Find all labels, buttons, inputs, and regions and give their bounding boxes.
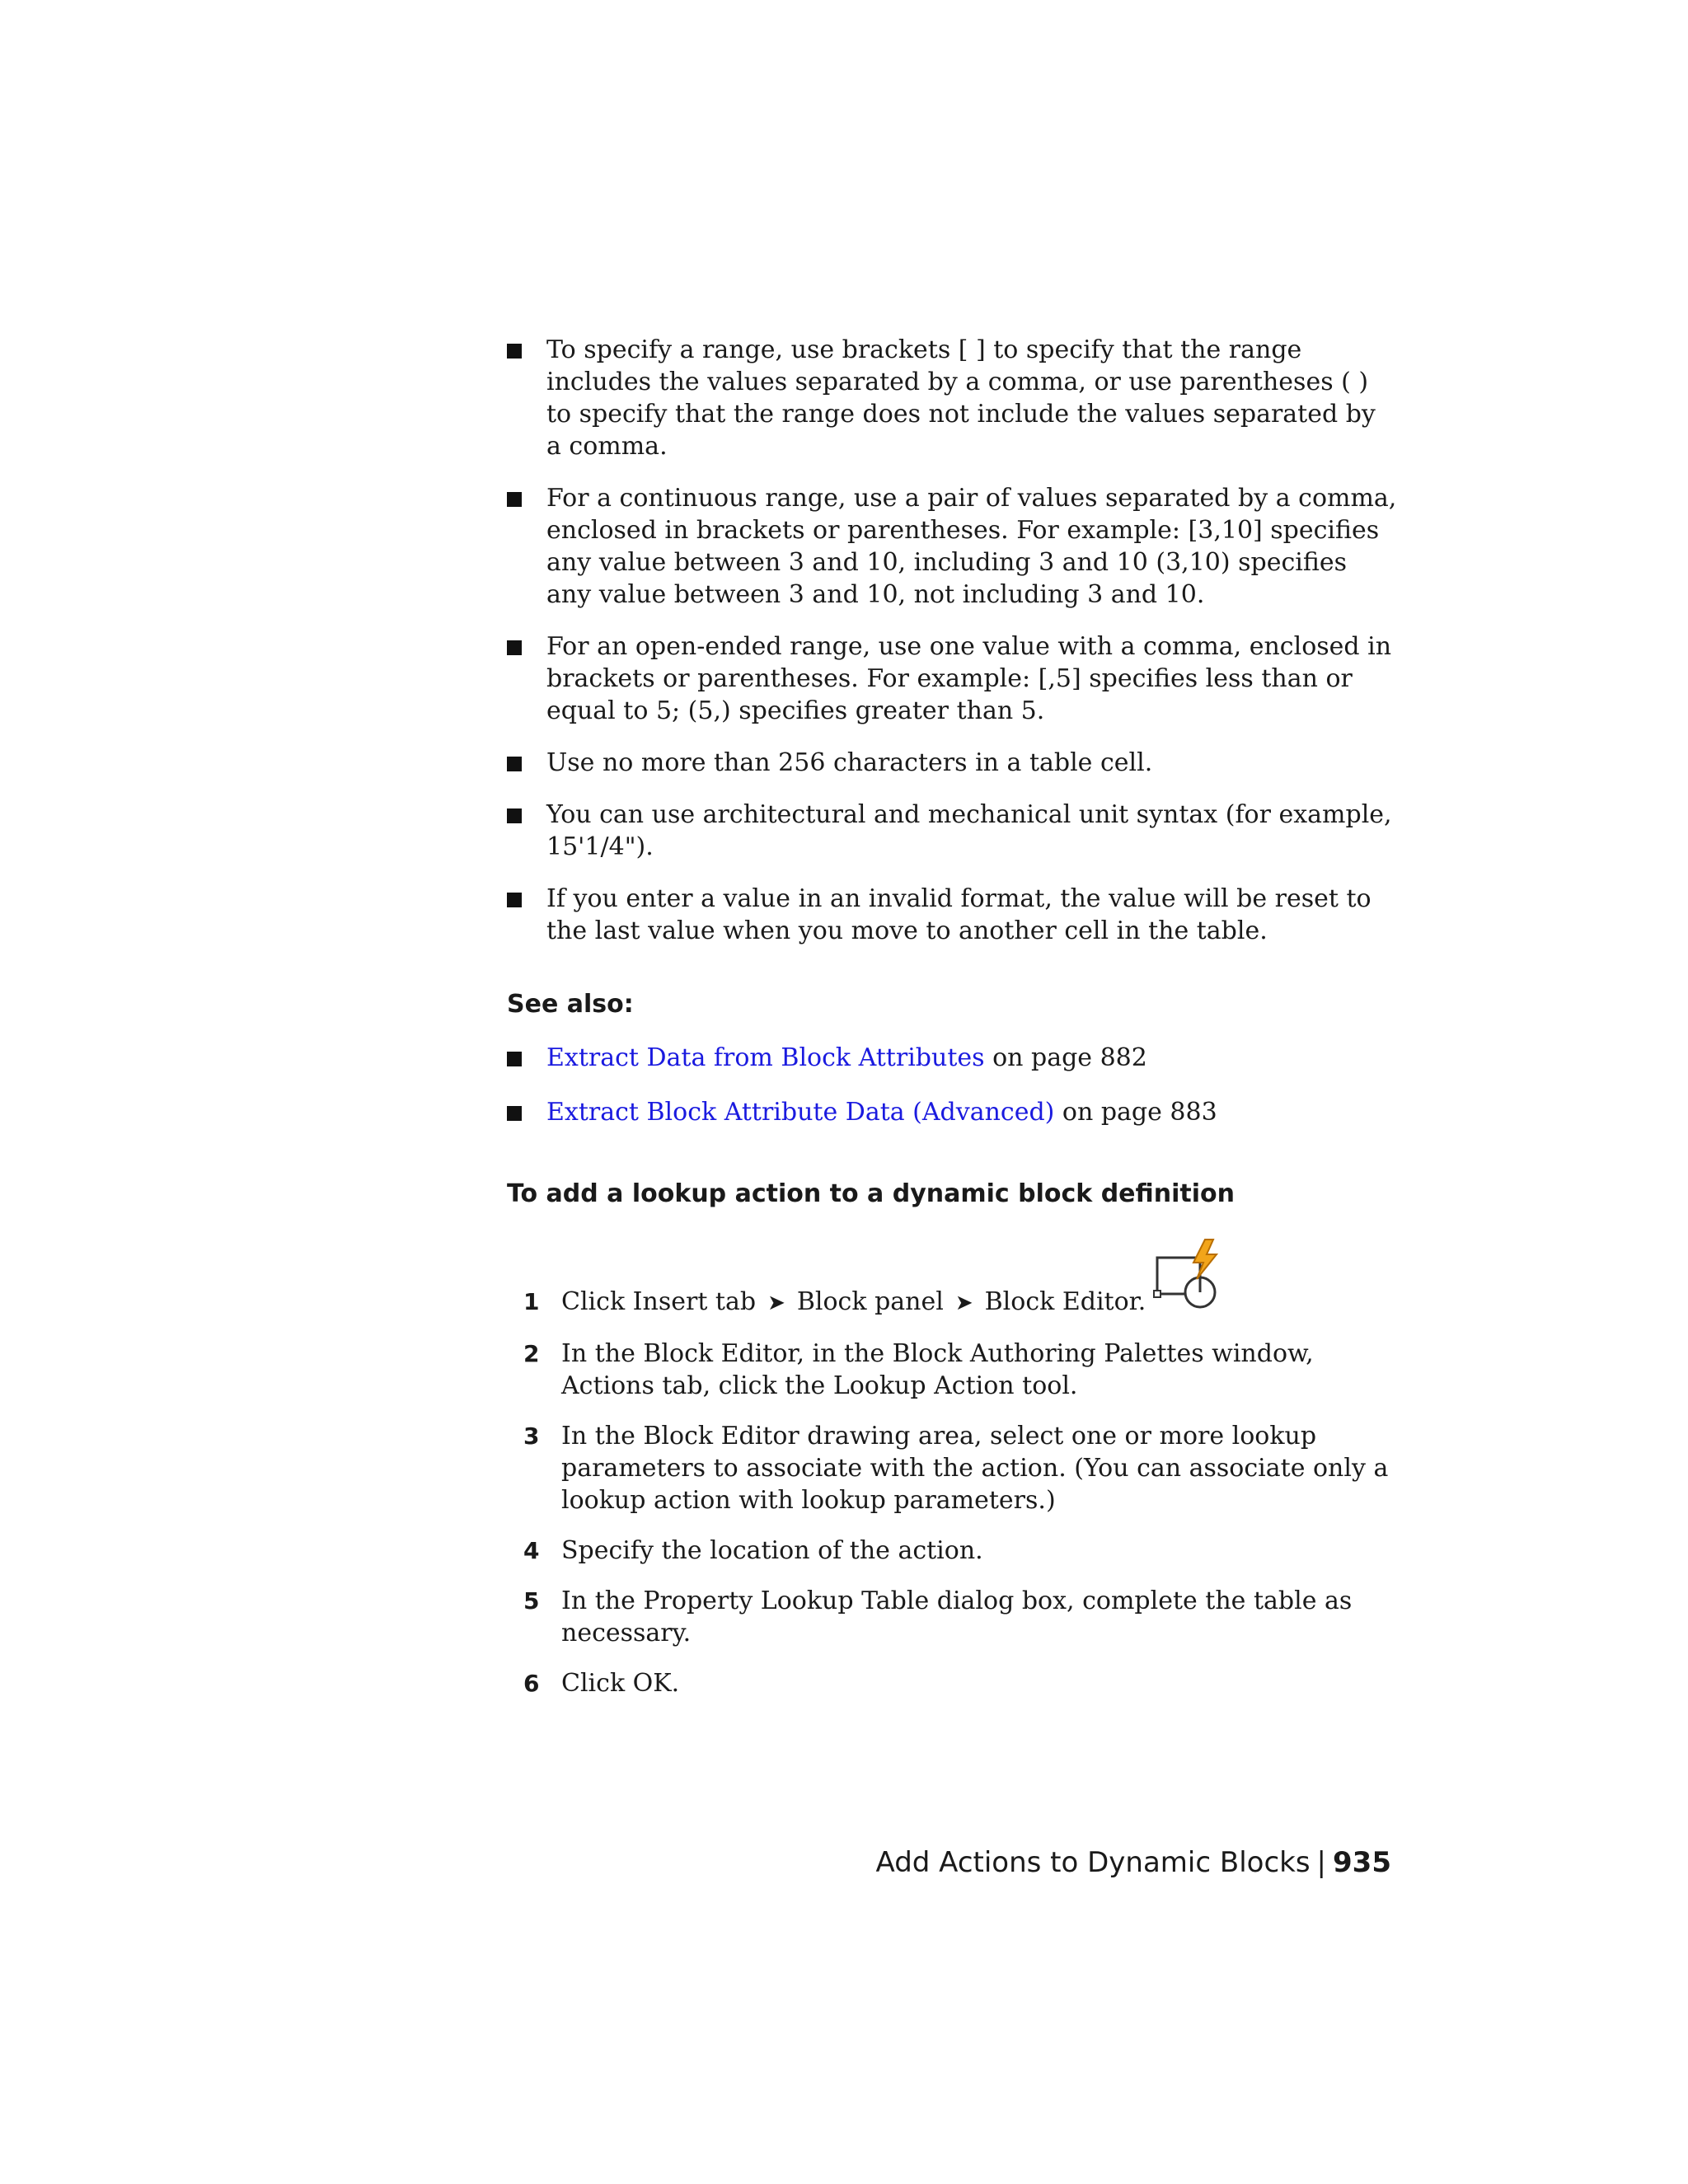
page-footer [876, 1846, 1391, 1879]
arrow-right-icon: ➤ [767, 1291, 785, 1315]
bullet-square-icon [507, 640, 522, 655]
link-extract-block-attribute-data-advanced[interactable]: Extract Block Attribute Data (Advanced) [546, 1098, 1055, 1127]
bullet-square-icon [507, 492, 522, 507]
list-item-text: For an open-ended range, use one value with a comma, enclosed in brackets or parentheses. For example: [,5] specifies less than or equal to 5; (5,) specifies greater than 5. [546, 632, 1392, 725]
page-reference: on page 883 [1054, 1098, 1217, 1127]
step-number: 1 [523, 1288, 540, 1315]
page-content [507, 334, 1397, 1718]
page-number: 935 [1333, 1846, 1391, 1879]
list-item-text: To specify a range, use brackets [ ] to specify that the range includes the values separated by a comma, or use parentheses ( ) to specify that the range does not include the values separated by a comma. [546, 335, 1376, 461]
menu-path-block-editor: Block Editor. [984, 1287, 1146, 1316]
step-item [507, 1585, 1397, 1649]
rules-list [507, 334, 1397, 947]
step-number: 6 [523, 1670, 540, 1697]
list-item-text: If you enter a value in an invalid format, the value will be reset to the last value when you move to another cell in the table. [546, 884, 1372, 945]
list-item [507, 334, 1397, 462]
step-text: In the Block Editor, in the Block Authoring Palettes window, Actions tab, click the Lookup Action tool. [561, 1339, 1314, 1400]
see-also-heading: See also: [507, 990, 634, 1019]
bullet-square-icon [507, 893, 522, 907]
bullet-square-icon [507, 344, 522, 359]
list-item-text: For a continuous range, use a pair of values separated by a comma, enclosed in brackets or parentheses. For example: [3,10] specifies any value between 3 and 10, including 3 and 10 (3,10) specifies any value between 3 and 10, not including 3 and 10. [546, 484, 1397, 609]
step-number: 3 [523, 1422, 540, 1450]
footer-section-title: Add Actions to Dynamic Blocks [875, 1846, 1311, 1879]
step-item [507, 1667, 1397, 1699]
list-item [507, 799, 1397, 863]
step-text: In the Property Lookup Table dialog box, complete the table as necessary. [561, 1586, 1353, 1647]
link-extract-data-from-block-attributes[interactable]: Extract Data from Block Attributes [546, 1043, 985, 1072]
step-number: 5 [523, 1587, 540, 1615]
procedure-steps [507, 1243, 1397, 1699]
list-item [507, 883, 1397, 947]
step-number: 2 [523, 1340, 540, 1367]
step-text: In the Block Editor drawing area, select one or more lookup parameters to associate with the action. (You can associate only a lookup action with lookup parameters.) [561, 1422, 1389, 1515]
see-also-item [507, 1042, 1397, 1074]
bullet-square-icon [507, 808, 522, 823]
step-item [507, 1243, 1397, 1319]
see-also-list [507, 1042, 1397, 1128]
arrow-right-icon: ➤ [954, 1291, 973, 1315]
menu-path-block-panel: Block panel [796, 1287, 944, 1316]
step-item [507, 1535, 1397, 1567]
procedure-heading: To add a lookup action to a dynamic block definition [507, 1179, 1235, 1208]
step-text: Specify the location of the action. [561, 1536, 983, 1565]
block-editor-icon [1151, 1238, 1226, 1312]
bullet-square-icon [507, 1106, 522, 1121]
page-reference: on page 882 [984, 1043, 1147, 1072]
list-item [507, 482, 1397, 611]
step-number: 4 [523, 1537, 540, 1564]
step-item [507, 1420, 1397, 1516]
list-item [507, 747, 1397, 779]
menu-path-insert-tab: Click Insert tab [561, 1287, 757, 1316]
list-item [507, 630, 1397, 727]
list-item-text: Use no more than 256 characters in a table cell. [546, 748, 1153, 777]
step-text: Click OK. [561, 1669, 680, 1698]
see-also-item [507, 1096, 1397, 1128]
bullet-square-icon [507, 1052, 522, 1066]
step-item [507, 1338, 1397, 1402]
list-item-text: You can use architectural and mechanical unit syntax (for example, 15'1/4"). [546, 800, 1392, 861]
footer-separator: | [1316, 1846, 1327, 1879]
bullet-square-icon [507, 757, 522, 771]
